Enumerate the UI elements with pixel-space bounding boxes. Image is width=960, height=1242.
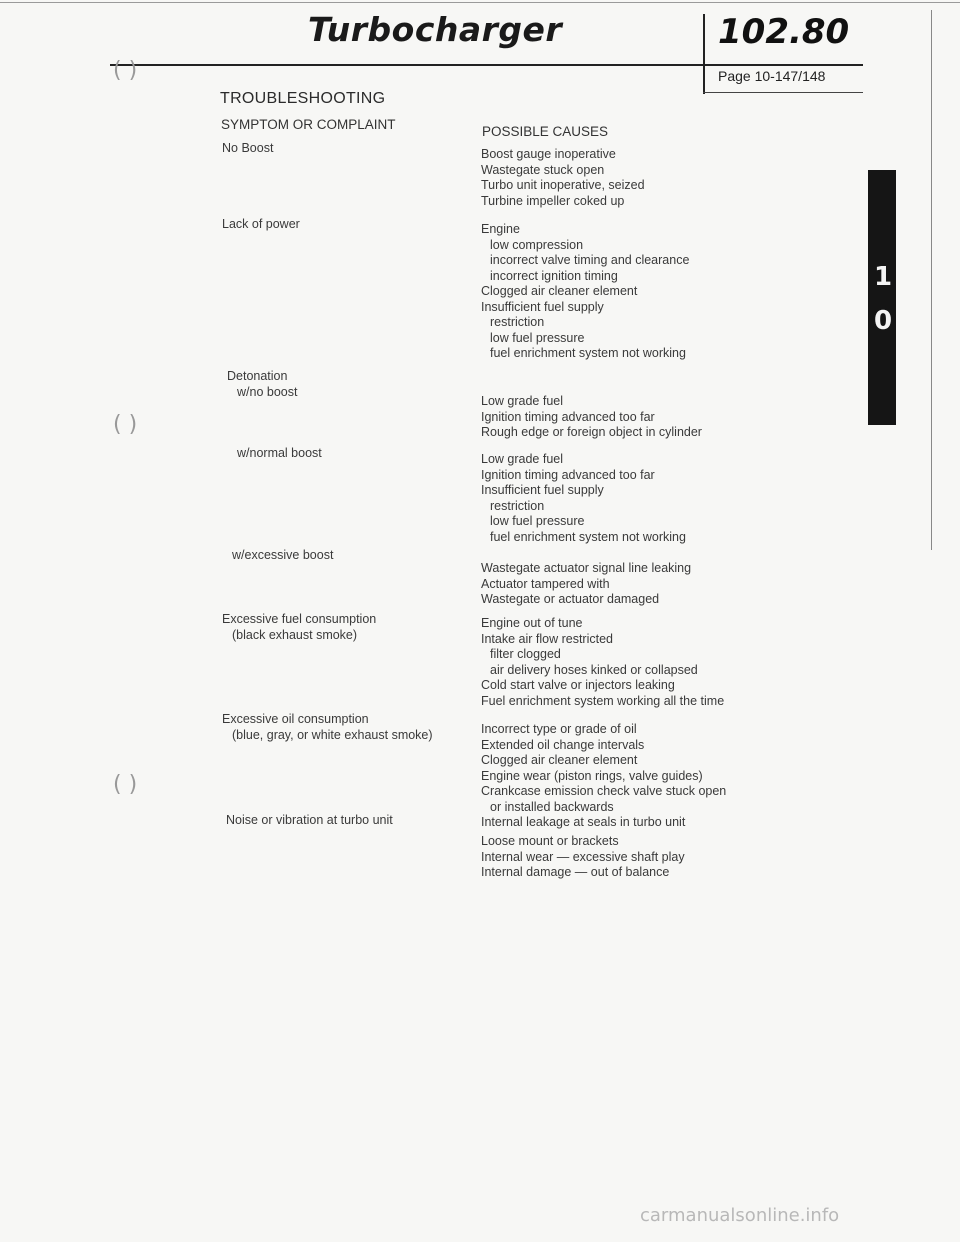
cause-item: Actuator tampered with [481,576,610,591]
troubleshooting-heading: TROUBLESHOOTING [220,90,386,107]
causes-detonation-excessive-boost [481,561,771,608]
cause-item: Boost gauge inoperative [481,147,616,161]
cause-item: Turbo unit inoperative, seized [481,178,645,192]
cause-item: Turbine impeller coked up [481,193,625,208]
cause-item: Internal damage — out of balance [481,865,670,879]
cause-item: Internal leakage at seals in turbo unit [481,815,686,829]
section-number: 102.80 [718,12,850,52]
cause-item: fuel enrichment system not working [490,529,686,544]
cause-item: low fuel pressure [490,330,585,345]
section-tab-digit: 0 [874,306,893,336]
symptom-black-exhaust-smoke: (black exhaust smoke) [232,628,358,642]
binding-edge-line [931,10,932,550]
cause-item: low fuel pressure [490,514,585,528]
cause-item: Crankcase emission check valve stuck open [481,784,727,798]
cause-item: restriction [490,315,545,329]
cause-item: restriction [490,498,545,513]
section-tab-digit: 1 [874,262,893,292]
symptom-detonation-excessive-boost: w/excessive boost [232,548,334,562]
symptom-excessive-fuel-consumption: Excessive fuel consumption [222,612,377,626]
cause-item: low compression [490,237,584,252]
causes-detonation-no-boost [481,394,771,441]
cause-item: Clogged air cleaner element [481,753,638,767]
cause-item: Wastegate or actuator damaged [481,592,660,606]
symptom-lack-of-power: Lack of power [222,217,300,231]
header-rule [110,64,863,66]
symptom-excessive-oil-consumption: Excessive oil consumption [222,712,369,726]
causes-column-heading: POSSIBLE CAUSES [482,124,609,139]
cause-item: Intake air flow restricted [481,631,613,646]
symptom-no-boost: No Boost [222,141,274,155]
top-edge-rule [0,2,960,3]
causes-excessive-oil-consumption [481,722,771,831]
symptom-detonation-normal-boost: w/normal boost [237,446,322,460]
cause-item: Clogged air cleaner element [481,284,638,298]
header-divider [703,14,705,94]
cause-item: Ignition timing advanced too far [481,409,655,424]
binder-hole-icon: ( ) [113,772,138,797]
cause-item: Engine wear (piston rings, valve guides) [481,768,703,783]
cause-item: Insufficient fuel supply [481,483,604,497]
cause-item: air delivery hoses kinked or collapsed [490,662,698,677]
cause-item: Low grade fuel [481,394,564,408]
symptom-detonation: Detonation [227,369,288,383]
symptom-detonation-no-boost: w/no boost [237,385,298,399]
causes-no-boost [481,147,771,209]
causes-noise-vibration [481,834,771,881]
symptom-column-heading: SYMPTOM OR COMPLAINT [221,117,396,132]
cause-item: Extended oil change intervals [481,737,645,752]
cause-item: Internal wear — excessive shaft play [481,849,685,864]
page-reference: Page 10-147/148 [718,68,826,84]
cause-item: Cold start valve or injectors leaking [481,678,675,692]
cause-item: Fuel enrichment system working all the time [481,693,725,708]
cause-item: Rough edge or foreign object in cylinder [481,425,702,439]
watermark: carmanualsonline.info [640,1205,840,1226]
cause-item: Wastegate actuator signal line leaking [481,561,692,575]
cause-item: filter clogged [490,647,561,661]
cause-item: Loose mount or brackets [481,834,619,848]
cause-item: Wastegate stuck open [481,162,605,177]
binder-hole-icon: ( ) [113,412,138,437]
cause-item: Ignition timing advanced too far [481,467,655,482]
causes-detonation-normal-boost [481,452,771,545]
symptom-noise-vibration: Noise or vibration at turbo unit [226,813,393,827]
cause-item: Engine out of tune [481,616,583,630]
symptom-blue-gray-white-smoke: (blue, gray, or white exhaust smoke) [232,728,433,742]
cause-item: fuel enrichment system not working [490,346,686,360]
cause-item: or installed backwards [490,799,614,814]
causes-lack-of-power [481,222,771,362]
causes-excessive-fuel-consumption [481,616,771,709]
cause-item: Low grade fuel [481,452,564,466]
cause-item: incorrect ignition timing [490,268,618,283]
binder-hole-icon: ( ) [113,58,138,83]
page-title: Turbocharger [308,10,563,49]
page-reference-rule [703,92,863,93]
cause-item: incorrect valve timing and clearance [490,253,690,267]
cause-item: Insufficient fuel supply [481,299,604,314]
cause-item: Engine [481,222,520,236]
cause-item: Incorrect type or grade of oil [481,722,637,736]
section-tab [868,170,896,425]
